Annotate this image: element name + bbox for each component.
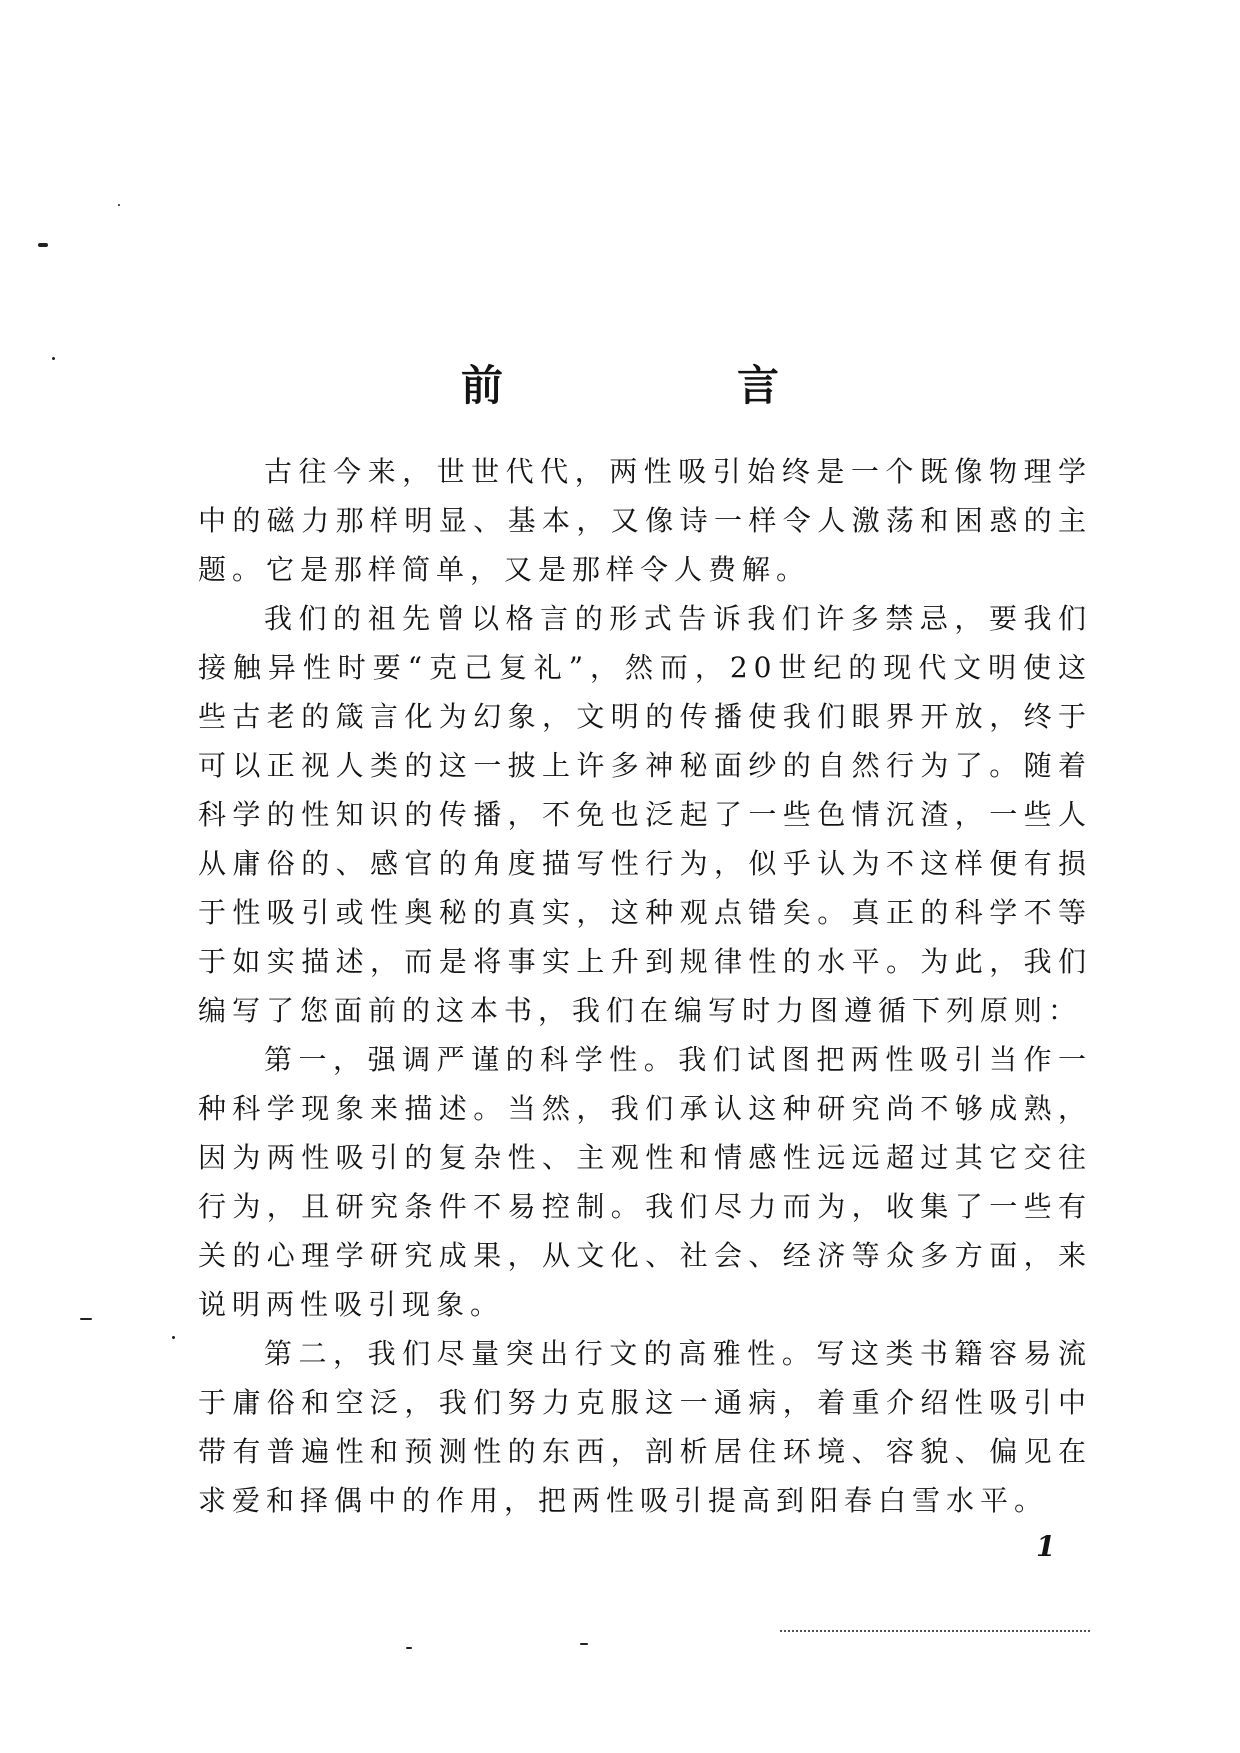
scan-speck: [38, 243, 48, 247]
paragraph-2: 我们的祖先曾以格言的形式告诉我们许多禁忌，要我们接触异性时要“克己复礼”，然而，20世纪的现代文明使这些古老的箴言化为幻象，文明的传播使我们眼界开放，终于可以正视人类的这一披上许多神秘面纱的自然行为了。随着科学的性知识的传播，不免也泛起了一些色情沉渣，一些人从庸俗的、感官的角度描写性行为，似乎认为不这样便有损于性吸引或性奥秘的真实，这种观点错矣。真正的科学不等于如实描述，而是将事实上升到规律性的水平。为此，我们编写了您面前的这本书，我们在编写时力图遵循下列原则：: [198, 602, 1092, 1027]
scan-speck: [580, 1643, 588, 1645]
scan-dotted-line: [780, 1630, 1090, 1634]
paragraph-4: 第二，我们尽量突出行文的高雅性。写这类书籍容易流于庸俗和空泛，我们努力克服这一通病，着重介绍性吸引中带有普遍性和预测性的东西，剖析居住环境、容貌、偏见在求爱和择偶中的作用，把两性吸引提高到阳春白雪水平。: [198, 1337, 1092, 1517]
scan-speck: [172, 1336, 175, 1339]
page-title: 前 言: [460, 361, 875, 411]
paragraph-3: 第一，强调严谨的科学性。我们试图把两性吸引当作一种科学现象来描述。当然，我们承认这种研究尚不够成熟，因为两性吸引的复杂性、主观性和情感性远远超过其它交往行为，且研究条件不易控制。我们尽力而为，收集了一些有关的心理学研究成果，从文化、社会、经济等众多方面，来说明两性吸引现象。: [198, 1043, 1092, 1321]
paragraph-1: 古往今来，世世代代，两性吸引始终是一个既像物理学中的磁力那样明显、基本，又像诗一样令人激荡和困惑的主题。它是那样简单，又是那样令人费解。: [198, 455, 1092, 586]
scan-speck: [406, 1647, 412, 1649]
scan-speck: [80, 1318, 92, 1320]
scan-speck: [118, 204, 120, 206]
page-number: 1: [1036, 1530, 1056, 1563]
body-text: [198, 447, 1092, 1525]
scan-speck: [52, 357, 55, 360]
